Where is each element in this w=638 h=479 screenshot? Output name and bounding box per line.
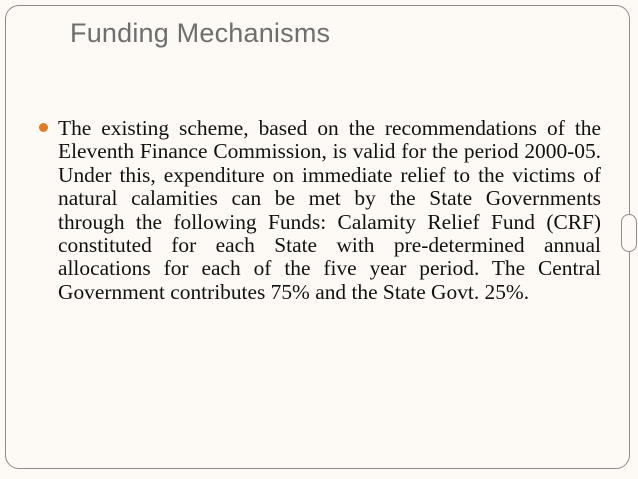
slide-title: Funding Mechanisms [70,18,331,48]
bullet-icon [39,123,48,132]
frame-tab [621,214,637,252]
bullet-text: The existing scheme, based on the recommendations of the Eleventh Finance Commission, is valid for the period 2000-05. Under this, expenditure on immediate relief to the victims of natural calamities can be met by the State Governments through the following Funds: Calamity Relief Fund (CRF) constituted for each State with pre-determined annual allocations for each of the five year period. The Central Government contributes 75% and the State Govt. 25%. [58,116,601,304]
